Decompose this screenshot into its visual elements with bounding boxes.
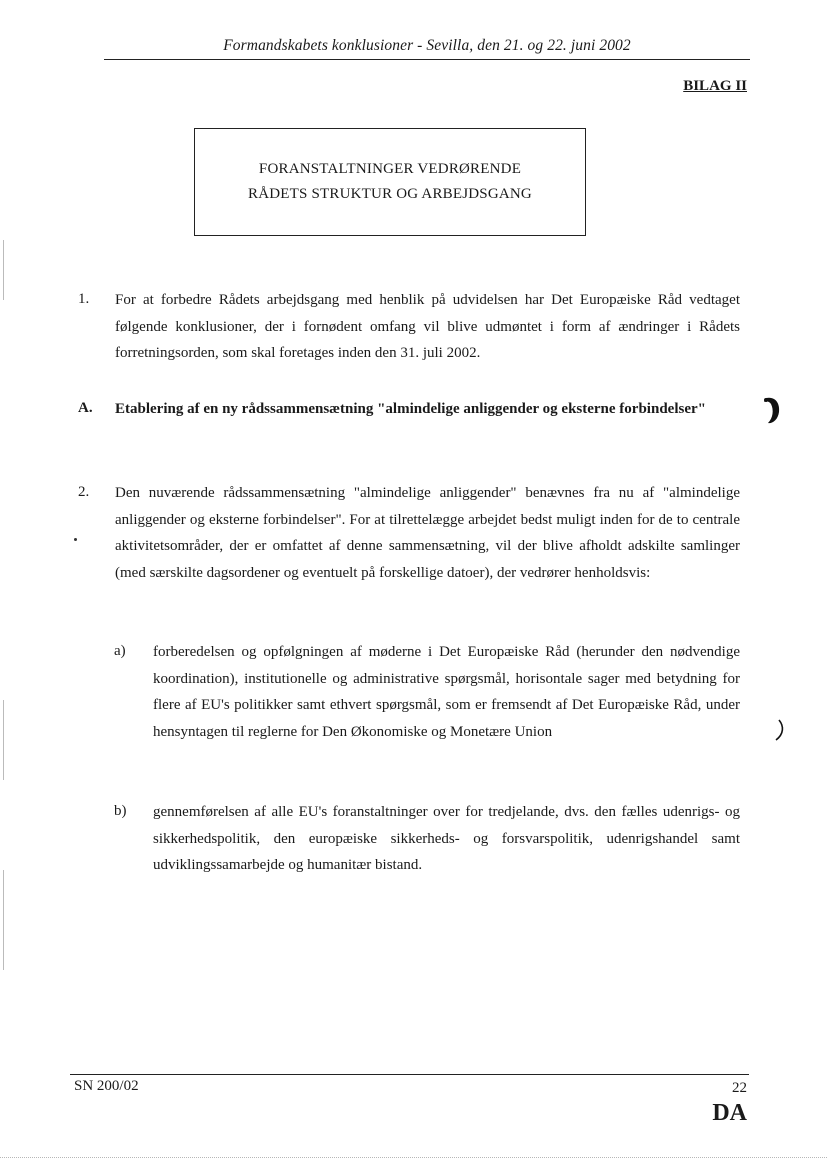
section-heading-a: Etablering af en ny rådssammensætning "almindelige anliggender og eksterne forbindelser" — [115, 401, 706, 417]
language-code: DA — [712, 1100, 747, 1126]
scan-edge — [3, 700, 4, 780]
title-box — [194, 128, 586, 236]
page-number: 22 — [732, 1080, 747, 1096]
stray-dot-icon — [74, 538, 77, 541]
running-header: Formandskabets konklusioner - Sevilla, den 21. og 22. juni 2002 — [223, 37, 631, 54]
scan-edge — [0, 1157, 827, 1158]
section-letter-a: A. — [78, 400, 93, 416]
scan-edge — [3, 240, 4, 300]
item-label-b: b) — [114, 803, 127, 819]
scan-mark-icon — [760, 394, 782, 433]
title-line-2: RÅDETS STRUKTUR OG ARBEJDSGANG — [248, 186, 532, 202]
header-rule — [104, 59, 750, 60]
paragraph-2: Den nuværende rådssammensætning "almindelige anliggender" benævnes fra nu af "almindelige anliggender og eksterne forbindelser". For at tilrettelægge arbejdet bedst muligt inden for de to centrale aktivitetsområder, der er omfattet af denne sammensætning, vil der blive afholdt adskilte samlinger (med særskilte dagsordener og eventuelt på forskellige datoer), der vedrører henholdsvis: — [115, 485, 740, 581]
scan-edge — [3, 870, 4, 970]
item-b: gennemførelsen af alle EU's foranstaltninger over for tredjelande, dvs. den fælles udenrigs- og sikkerhedspolitik, den europæiske sikkerheds- og forsvarspolitik, udenrigshandel samt udviklingssamarbejde og humanitær bistand. — [153, 804, 740, 873]
paragraph-number-1: 1. — [78, 291, 90, 307]
annex-label: BILAG II — [683, 78, 747, 94]
paragraph-1: For at forbedre Rådets arbejdsgang med henblik på udvidelsen har Det Europæiske Råd vedtaget følgende konklusioner, der i fornødent omfang vil blive udmøntet i form af ændringer i Rådets forretningsorden, som skal foretages inden den 31. juli 2002. — [115, 292, 740, 361]
paragraph-number-2: 2. — [78, 484, 90, 500]
title-line-1: FORANSTALTNINGER VEDRØRENDE — [258, 161, 522, 177]
footer-rule — [70, 1074, 749, 1075]
bracket-mark-icon — [772, 718, 786, 747]
item-a: forberedelsen og opfølgningen af møderne i Det Europæiske Råd (herunder den nødvendige koordination), institutionelle og administrative spørgsmål, horisontale sager med betydning for flere af EU's politikker samt ethvert spørgsmål, som er fremsendt af Det Europæiske Råd, under hensyntagen til reglerne for Den Økonomiske og Monetære Union — [153, 644, 740, 740]
item-label-a: a) — [114, 643, 126, 659]
document-reference: SN 200/02 — [74, 1078, 139, 1094]
